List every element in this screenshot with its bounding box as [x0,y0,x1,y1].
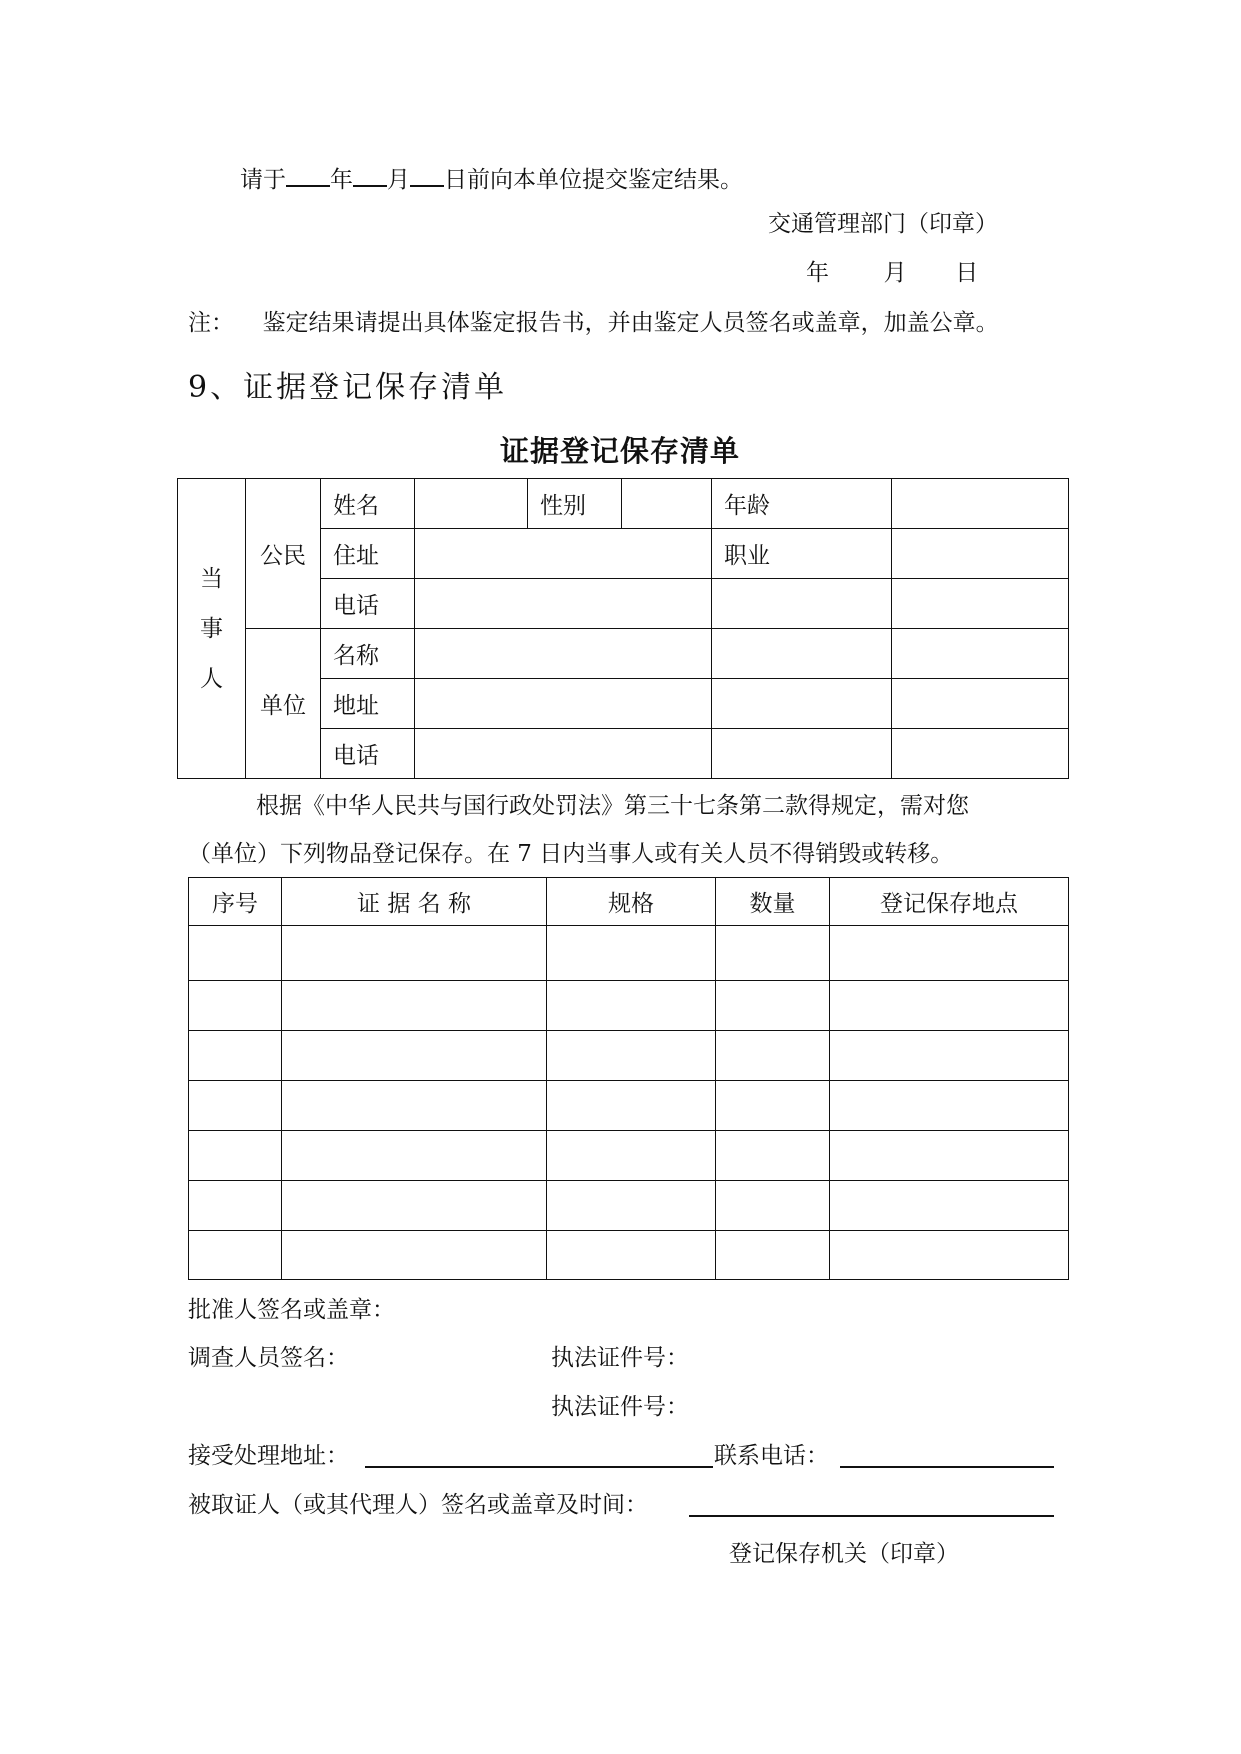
cell-spec[interactable] [547,1031,716,1081]
cell-location[interactable] [830,1131,1069,1181]
cell-name[interactable] [282,1181,547,1231]
month-blank [353,165,387,187]
header-seq: 序号 [189,878,282,926]
address-blank[interactable] [365,1466,713,1468]
evidence-header-row [189,878,1069,926]
cell-spec[interactable] [547,1081,716,1131]
authority-seal: 登记保存机关（印章） [729,1541,959,1567]
citizen-label: 公民 [246,479,321,629]
request-month: 月 [387,167,410,193]
year-blank [286,165,330,187]
address-field[interactable] [415,529,712,579]
header-qty: 数量 [716,878,830,926]
name-field[interactable] [415,479,528,529]
address-label: 接受处理地址： [188,1443,349,1469]
cell-name[interactable] [282,926,547,981]
age-label: 年龄 [712,479,892,529]
party-label-cell [178,479,246,779]
cell-location[interactable] [830,1031,1069,1081]
table-row [189,1031,1069,1081]
header-location: 登记保存地点 [830,878,1069,926]
request-line [240,165,743,192]
cell-name[interactable] [282,1031,547,1081]
table-row [189,1181,1069,1231]
cell-name[interactable] [282,1081,547,1131]
cell-location[interactable] [830,1081,1069,1131]
legal-text-line1: 根据《中华人民共与国行政处罚法》第三十七条第二款得规定，需对您 [256,793,969,819]
table-row [189,981,1069,1031]
unit-address-extra-2[interactable] [892,679,1069,729]
unit-phone-extra-1[interactable] [712,729,892,779]
phone-field[interactable] [415,579,712,629]
cell-seq[interactable] [189,1181,282,1231]
phone-label: 电话 [321,579,415,629]
day-blank [410,165,444,187]
date-month: 月 [883,260,907,286]
table-row [189,1131,1069,1181]
note-label: 注： [188,310,234,336]
cert-no-1-label: 执法证件号： [551,1345,689,1371]
date-day: 日 [955,260,979,286]
gender-label: 性别 [528,479,622,529]
cell-seq[interactable] [189,1131,282,1181]
section-heading: 9、证据登记保存清单 [188,370,508,405]
cell-location[interactable] [830,1181,1069,1231]
unit-address-field[interactable] [415,679,712,729]
address-label: 住址 [321,529,415,579]
occupation-field[interactable] [892,529,1069,579]
cell-seq[interactable] [189,1231,282,1280]
cell-name[interactable] [282,1231,547,1280]
note [188,312,999,335]
legal-text-line2: （单位）下列物品登记保存。在 7 日内当事人或有关人员不得销毁或转移。 [188,841,954,867]
contact-phone-blank[interactable] [840,1466,1054,1468]
gender-field[interactable] [622,479,712,529]
cell-seq[interactable] [189,926,282,981]
cell-spec[interactable] [547,926,716,981]
cell-location[interactable] [830,926,1069,981]
unit-address-label: 地址 [321,679,415,729]
table-row [189,926,1069,981]
cell-qty[interactable] [716,1031,830,1081]
unit-phone-field[interactable] [415,729,712,779]
cell-seq[interactable] [189,981,282,1031]
cell-qty[interactable] [716,926,830,981]
evidence-table [188,877,1069,1280]
cell-qty[interactable] [716,1081,830,1131]
unit-address-extra-1[interactable] [712,679,892,729]
party-table [177,478,1069,779]
occupation-label: 职业 [712,529,892,579]
phone-extra-1[interactable] [712,579,892,629]
age-field[interactable] [892,479,1069,529]
unit-name-extra-2[interactable] [892,629,1069,679]
date-year: 年 [806,260,829,286]
investigator-label: 调查人员签名： [188,1345,349,1371]
cell-qty[interactable] [716,1131,830,1181]
unit-name-label: 名称 [321,629,415,679]
cell-qty[interactable] [716,1231,830,1280]
unit-phone-label: 电话 [321,729,415,779]
form-title: 证据登记保存清单 [500,434,741,468]
cell-spec[interactable] [547,1131,716,1181]
dept-signature: 交通管理部门（印章） [768,211,998,237]
unit-label: 单位 [246,629,321,779]
party-label: 当事人 [200,565,223,692]
date-line [806,262,978,285]
cell-spec[interactable] [547,981,716,1031]
note-text: 鉴定结果请提出具体鉴定报告书，并由鉴定人员签名或盖章，加盖公章。 [262,310,999,336]
cell-seq[interactable] [189,1031,282,1081]
phone-extra-2[interactable] [892,579,1069,629]
table-row [189,1081,1069,1131]
cell-location[interactable] [830,1231,1069,1280]
cert-no-2-label: 执法证件号： [551,1394,689,1420]
request-day-suffix: 日前向本单位提交鉴定结果。 [444,167,743,193]
table-row [189,1231,1069,1280]
unit-phone-extra-2[interactable] [892,729,1069,779]
contact-phone-label: 联系电话： [714,1443,829,1469]
request-prefix: 请于 [240,167,286,193]
recipient-blank[interactable] [689,1515,1054,1517]
header-name: 证 据 名 称 [282,878,547,926]
cell-spec[interactable] [547,1181,716,1231]
header-spec: 规格 [547,878,716,926]
unit-name-extra-1[interactable] [712,629,892,679]
recipient-label: 被取证人（或其代理人）签名或盖章及时间： [188,1492,648,1518]
cell-name[interactable] [282,981,547,1031]
unit-name-field[interactable] [415,629,712,679]
cell-name[interactable] [282,1131,547,1181]
cell-seq[interactable] [189,1081,282,1131]
cell-qty[interactable] [716,981,830,1031]
approver-label: 批准人签名或盖章： [188,1297,395,1323]
request-year: 年 [330,167,353,193]
cell-qty[interactable] [716,1181,830,1231]
name-label: 姓名 [321,479,415,529]
cell-spec[interactable] [547,1231,716,1280]
cell-location[interactable] [830,981,1069,1031]
